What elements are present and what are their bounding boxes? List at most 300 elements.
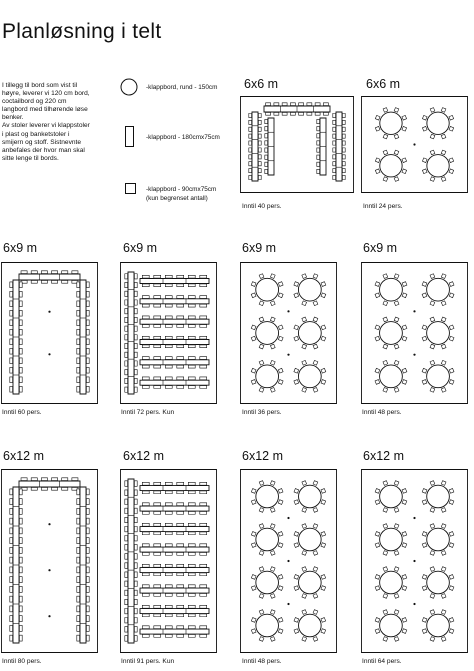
round-table <box>380 528 403 551</box>
long-table <box>140 506 209 511</box>
round-table <box>427 614 450 637</box>
chair <box>134 490 137 495</box>
chair <box>10 348 13 354</box>
chair <box>315 103 320 106</box>
chair <box>125 499 128 504</box>
chair <box>134 309 137 314</box>
chair <box>342 169 345 173</box>
chair <box>165 614 172 617</box>
chair <box>19 538 22 544</box>
chair <box>165 634 172 637</box>
chair <box>200 345 207 348</box>
chair <box>333 162 336 166</box>
chair <box>177 377 184 380</box>
chair <box>200 316 207 319</box>
chair <box>188 482 195 485</box>
chair <box>188 532 195 535</box>
chair <box>125 291 128 296</box>
chair <box>10 538 13 544</box>
chair <box>86 386 89 392</box>
chair <box>265 119 268 123</box>
tent-label: 6x6 m <box>244 77 279 91</box>
round-table <box>380 365 403 388</box>
intro-text <box>2 82 116 163</box>
chair <box>317 169 320 173</box>
chair <box>77 320 80 326</box>
chair <box>41 271 47 274</box>
tent-label: 6x9 m <box>363 241 398 255</box>
chair <box>249 120 252 124</box>
chair <box>125 352 128 357</box>
chair <box>10 606 13 612</box>
chair <box>142 325 149 328</box>
intro-line: anbefales der hvor man skal <box>2 146 85 154</box>
chair <box>165 564 172 567</box>
chair <box>86 329 89 335</box>
intro-line: coctailbord og 220 cm <box>2 98 67 106</box>
tent-capacity: Inntil 36 pers. <box>242 409 282 416</box>
chair <box>188 336 195 339</box>
chair <box>177 626 184 629</box>
long-table <box>19 274 80 280</box>
chair <box>154 614 161 617</box>
chair <box>10 508 13 514</box>
intro-line: I tillegg til bord som vist til <box>2 82 78 89</box>
chair <box>125 370 128 375</box>
chair <box>165 544 172 547</box>
chair <box>317 127 320 131</box>
long-table <box>140 340 209 345</box>
chair <box>86 377 89 383</box>
chair <box>177 573 184 576</box>
chair <box>134 590 137 595</box>
chair <box>134 627 137 632</box>
chair <box>188 386 195 389</box>
chair <box>177 552 184 555</box>
legend-small-table-note: (kun begrenset antall) <box>146 195 208 202</box>
chair <box>315 112 320 115</box>
round-table <box>299 571 322 594</box>
intro-line: høyre, leverer vi 120 cm bord, <box>2 90 90 98</box>
chair <box>134 291 137 296</box>
tent-plan-6x12-rounds-64 <box>361 469 468 653</box>
tent-label: 6x12 m <box>242 449 283 463</box>
chair <box>165 523 172 526</box>
chair <box>134 617 137 622</box>
chair <box>125 387 128 392</box>
chair <box>10 291 13 297</box>
chair <box>142 544 149 547</box>
chair <box>177 336 184 339</box>
chair <box>10 567 13 573</box>
chair <box>19 377 22 383</box>
tent-capacity: Inntil 24 pers. <box>363 203 403 210</box>
chair <box>200 511 207 514</box>
chair <box>265 127 268 131</box>
chair <box>134 300 137 305</box>
chair <box>154 544 161 547</box>
chair <box>317 155 320 159</box>
chair <box>188 345 195 348</box>
chair <box>165 316 172 319</box>
chair <box>134 282 137 287</box>
chair <box>154 357 161 360</box>
chair <box>177 585 184 588</box>
chair <box>142 511 149 514</box>
chair <box>77 348 80 354</box>
chair <box>125 590 128 595</box>
chair <box>52 280 58 283</box>
chair <box>323 103 328 106</box>
chair <box>317 162 320 166</box>
chair <box>165 336 172 339</box>
chair <box>134 352 137 357</box>
chair <box>165 491 172 494</box>
chair <box>165 573 172 576</box>
chair <box>77 606 80 612</box>
chair <box>19 310 22 316</box>
chair <box>265 155 268 159</box>
chair <box>307 103 312 106</box>
chair <box>21 478 27 481</box>
chair <box>274 103 279 106</box>
chair <box>19 329 22 335</box>
intro-line: langbord med tilhørende løse <box>2 106 88 114</box>
chair <box>31 478 37 481</box>
chair <box>154 275 161 278</box>
chair <box>200 386 207 389</box>
tent-label: 6x12 m <box>123 449 164 463</box>
chair <box>333 148 336 152</box>
chair <box>165 503 172 506</box>
chair <box>62 271 68 274</box>
tent-pole <box>413 354 415 356</box>
chair <box>265 169 268 173</box>
chair <box>165 296 172 299</box>
chair <box>266 103 271 106</box>
chair <box>86 489 89 495</box>
tent-pole <box>287 603 289 605</box>
chair <box>154 304 161 307</box>
chair <box>19 518 22 524</box>
tent-pole <box>287 310 289 312</box>
chair <box>177 386 184 389</box>
chair <box>188 593 195 596</box>
tent-capacity: Inntil 48 pers. <box>242 658 282 665</box>
chair <box>19 625 22 631</box>
chair <box>342 148 345 152</box>
chair <box>249 169 252 173</box>
tent-plan-6x9-comb <box>120 262 217 404</box>
chair <box>19 348 22 354</box>
chair <box>10 557 13 563</box>
chair <box>188 296 195 299</box>
chair <box>10 616 13 622</box>
chair <box>125 317 128 322</box>
chair <box>265 148 268 152</box>
chair <box>258 141 261 145</box>
chair <box>19 606 22 612</box>
round-table <box>298 278 321 301</box>
chair <box>19 301 22 307</box>
round-table <box>380 485 403 508</box>
chair <box>154 345 161 348</box>
tent-pole <box>48 569 50 571</box>
chair <box>19 557 22 563</box>
chair <box>165 593 172 596</box>
chair <box>142 605 149 608</box>
chair <box>134 636 137 641</box>
chair <box>188 552 195 555</box>
round-table <box>380 155 402 177</box>
chair <box>154 585 161 588</box>
chair <box>200 634 207 637</box>
chair <box>274 112 279 115</box>
chair <box>323 112 328 115</box>
chair <box>154 552 161 555</box>
chair <box>134 274 137 279</box>
chair <box>188 626 195 629</box>
chair <box>342 134 345 138</box>
tent-pole <box>413 143 415 145</box>
round-table <box>298 322 321 345</box>
chair <box>10 577 13 583</box>
tent-capacity: Inntil 48 pers. <box>362 409 402 416</box>
chair <box>177 511 184 514</box>
tent-label: 6x12 m <box>3 449 44 463</box>
tent-pole <box>48 353 50 355</box>
small-table-icon <box>125 183 137 195</box>
chair <box>10 596 13 602</box>
chair <box>200 544 207 547</box>
tent-label: 6x6 m <box>366 77 401 91</box>
chair <box>142 386 149 389</box>
chair <box>154 593 161 596</box>
chair <box>10 489 13 495</box>
chair <box>86 625 89 631</box>
chair <box>165 345 172 348</box>
chair <box>188 491 195 494</box>
chair <box>86 282 89 288</box>
chair <box>10 635 13 641</box>
chair <box>258 162 261 166</box>
round-table <box>427 485 450 508</box>
chair <box>134 517 137 522</box>
round-table <box>427 278 450 301</box>
tent-capacity: Inntil 91 pers. Kun <box>121 658 175 665</box>
chair <box>19 386 22 392</box>
chair <box>200 296 207 299</box>
chair <box>86 348 89 354</box>
chair <box>154 482 161 485</box>
chair <box>258 175 261 179</box>
chair <box>125 617 128 622</box>
chair <box>77 358 80 364</box>
chair <box>77 596 80 602</box>
chair <box>177 564 184 567</box>
tent-capacity: Inntil 60 pers. <box>2 409 42 416</box>
chair <box>86 567 89 573</box>
chair <box>19 320 22 326</box>
tent-capacity: Inntil 64 pers. <box>362 658 402 665</box>
chair <box>86 320 89 326</box>
chair <box>77 386 80 392</box>
chair <box>154 503 161 506</box>
chair <box>125 545 128 550</box>
chair <box>299 103 304 106</box>
chair <box>317 148 320 152</box>
tent-label: 6x9 m <box>242 241 277 255</box>
chair <box>188 325 195 328</box>
chair <box>177 491 184 494</box>
chair <box>134 572 137 577</box>
long-table <box>140 527 209 532</box>
chair <box>200 532 207 535</box>
tent-label: 6x9 m <box>3 241 38 255</box>
chair <box>165 552 172 555</box>
tent-plan-6x12-rounds-48 <box>240 469 337 653</box>
chair <box>165 605 172 608</box>
intro-line: sitte lenge til bords. <box>2 154 59 162</box>
chair <box>134 526 137 531</box>
chair <box>125 535 128 540</box>
round-table <box>427 528 450 551</box>
chair <box>134 326 137 331</box>
chair <box>77 528 80 534</box>
tent-pole <box>413 310 415 312</box>
chair <box>154 532 161 535</box>
chair <box>154 316 161 319</box>
chair <box>77 282 80 288</box>
chair <box>177 304 184 307</box>
page-title: Planløsning i telt <box>2 20 162 43</box>
tent-pole <box>413 560 415 562</box>
long-table <box>140 588 209 593</box>
chair <box>200 523 207 526</box>
chair <box>19 577 22 583</box>
chair <box>142 593 149 596</box>
chair <box>134 343 137 348</box>
chair <box>10 329 13 335</box>
chair <box>134 378 137 383</box>
round-table <box>299 528 322 551</box>
chair <box>86 547 89 553</box>
chair <box>177 503 184 506</box>
chair <box>154 377 161 380</box>
chair <box>177 523 184 526</box>
long-table <box>140 279 209 284</box>
chair <box>142 626 149 629</box>
chair <box>10 367 13 373</box>
chair <box>142 275 149 278</box>
chair <box>86 635 89 641</box>
chair <box>177 296 184 299</box>
chair <box>125 490 128 495</box>
chair <box>134 535 137 540</box>
round-table <box>427 365 450 388</box>
round-table <box>299 485 322 508</box>
chair <box>10 518 13 524</box>
long-table <box>140 299 209 304</box>
chair <box>10 547 13 553</box>
chair <box>342 155 345 159</box>
chair <box>134 599 137 604</box>
chair <box>142 491 149 494</box>
chair <box>200 365 207 368</box>
chair <box>177 634 184 637</box>
chair <box>342 120 345 124</box>
chair <box>249 134 252 138</box>
chair <box>333 141 336 145</box>
chair <box>77 301 80 307</box>
chair <box>134 370 137 375</box>
intro-line: smijern og stoff. Sistnevnte <box>2 138 82 146</box>
chair <box>200 503 207 506</box>
chair <box>200 275 207 278</box>
intro-line: benker. <box>2 114 24 122</box>
chair <box>342 141 345 145</box>
chair <box>177 316 184 319</box>
chair <box>77 499 80 505</box>
chair <box>125 481 128 486</box>
round-table <box>380 278 403 301</box>
tent-capacity: Inntil 80 pers. <box>2 658 42 665</box>
chair <box>86 310 89 316</box>
chair <box>134 335 137 340</box>
chair <box>41 487 47 490</box>
chair <box>249 141 252 145</box>
tent-capacity: Inntil 72 pers. Kun <box>121 409 175 416</box>
chair <box>10 528 13 534</box>
chair <box>200 614 207 617</box>
chair <box>258 120 261 124</box>
chair <box>165 284 172 287</box>
long-table <box>140 360 209 365</box>
chair <box>142 296 149 299</box>
round-table <box>427 112 449 134</box>
chair <box>77 518 80 524</box>
chair <box>342 127 345 131</box>
chair <box>142 365 149 368</box>
chair <box>290 112 295 115</box>
chair <box>72 271 78 274</box>
chair <box>200 304 207 307</box>
chair <box>134 499 137 504</box>
round-table-icon <box>120 78 138 96</box>
chair <box>62 280 68 283</box>
chair <box>125 572 128 577</box>
chair <box>86 538 89 544</box>
chair <box>125 554 128 559</box>
chair <box>142 634 149 637</box>
chair <box>188 357 195 360</box>
chair <box>10 320 13 326</box>
chair <box>86 301 89 307</box>
tent-plan-6x9-u <box>1 262 98 404</box>
chair <box>200 284 207 287</box>
chair <box>165 325 172 328</box>
chair <box>10 499 13 505</box>
chair <box>19 528 22 534</box>
chair <box>188 511 195 514</box>
chair <box>125 517 128 522</box>
chair <box>31 487 37 490</box>
chair <box>125 282 128 287</box>
chair <box>125 508 128 513</box>
chair <box>134 361 137 366</box>
chair <box>62 487 68 490</box>
chair <box>86 367 89 373</box>
